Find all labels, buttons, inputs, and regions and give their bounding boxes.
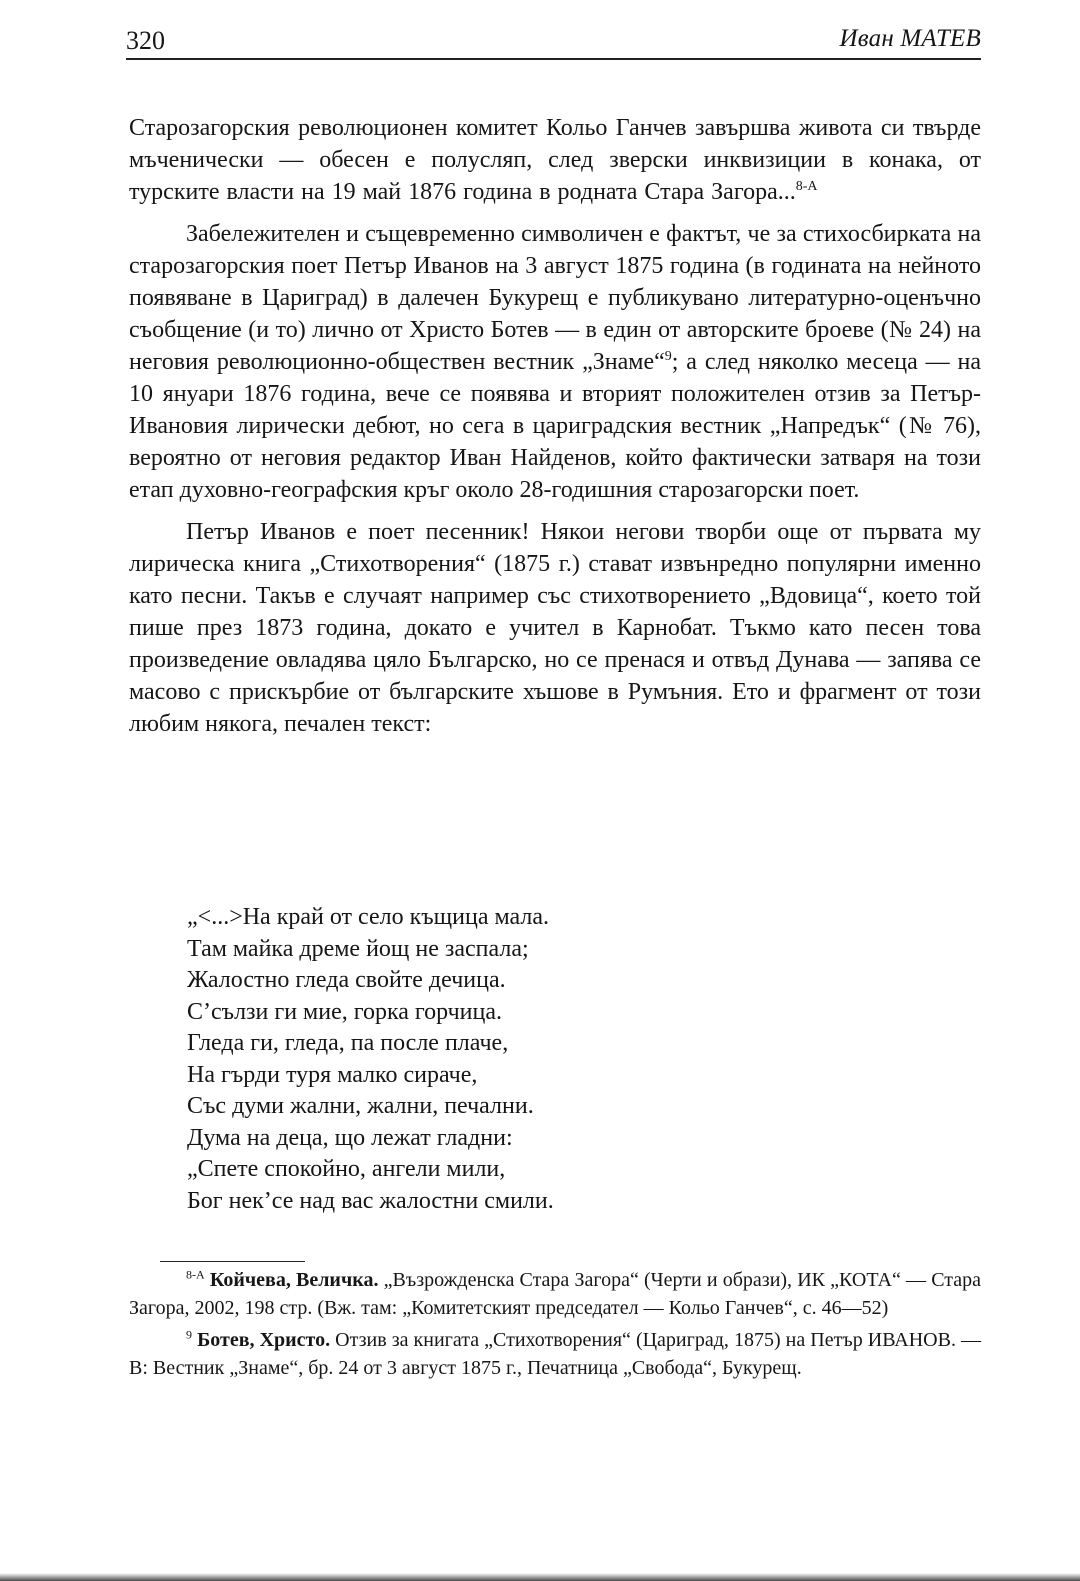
- poem-fragment: [187, 902, 887, 1217]
- footnote-8a: [129, 1266, 981, 1322]
- paragraph-2: [129, 218, 981, 506]
- running-head-author: Иван МАТЕВ: [839, 25, 981, 52]
- paragraph-1-text: Старозагорския революционен комитет Кольо Ганчев завършва живота си твърде мъченически — обесен е полусляп, след зверски инквизиции в конака, от турските власти на 19 май 1876 година в родната Стара Загора...: [129, 115, 981, 205]
- poem-line: С’сълзи ги мие, горка горчица.: [187, 998, 502, 1025]
- paragraph-3: Петър Иванов е поет песенник! Някои негови творби още от първата му лирическа книга „Стихотворения“ (1875 г.) стават извънредно популярни именно като песни. Такъв е случаят например със стихотворението „Вдовица“, което той пише през 1873 година, докато е учител в Карнобат. Тъкмо като песен това произведение овладява цяло Българско, но се пренася и отвъд Дунава — запява се масово с прискърбие от българските хъшове в Румъния. Ето и фрагмент от този любим някога, печален текст:: [129, 519, 981, 737]
- poem-line: Със думи жални, жални, печални.: [187, 1093, 534, 1119]
- footnote-marker: 9: [186, 1327, 192, 1342]
- footnote-text: „Възрожденска Стара Загора“ (Черти и образи), ИК „КОТА“ — Стара Загора, 2002, 198 стр. (Вж. там: „Комитетският председател — Кольо Ганчев“, с. 46—52): [129, 1269, 982, 1319]
- page-number: 320: [126, 26, 165, 55]
- footnote-author: Ботев, Христо.: [197, 1329, 331, 1351]
- scan-bottom-edge: [0, 1573, 1080, 1581]
- footnote-9: [129, 1326, 981, 1382]
- footnote-text: Отзив за книгата „Стихотворения“ (Цариград, 1875) на Петър ИВАНОВ. — В: Вестник „Знаме“, бр. 24 от 3 август 1875 г., Печатница „Свобода“, Букурещ.: [129, 1329, 981, 1379]
- poem-line: Жалостно гледа свойте дечица.: [187, 967, 506, 993]
- main-text: [129, 112, 981, 740]
- footnotes: [129, 1266, 981, 1382]
- paragraph-2-text-before: Забележителен и същевременно символичен е фактът, че за стихосбирката на старозагорския поет Петър Иванов на 3 август 1875 година (в годината на нейното появяване в Цариград) в далечен Букурещ е публикувано литературно-оценъчно съобщение (и то) лично от Христо Ботев — в един от авторските броеве (№ 24) на неговия революционно-обществен вестник „Знаме“: [129, 221, 981, 375]
- footnote-marker: 8-А: [186, 1267, 205, 1282]
- poem-line: „<...>На край от село къщица мала.: [187, 904, 550, 930]
- page-header: [126, 20, 981, 58]
- poem-line: Там майка дреме йощ не заспала;: [187, 935, 529, 962]
- footnote-author: Койчева, Величка.: [209, 1269, 379, 1291]
- poem-line: На гърди туря малко сираче,: [187, 1061, 478, 1088]
- poem-line: „Спете спокойно, ангели мили,: [187, 1156, 506, 1182]
- footnote-ref-8a: 8-А: [795, 179, 818, 194]
- footnote-separator: [160, 1261, 305, 1262]
- header-rule: [126, 58, 981, 60]
- poem-line: Гледа ги, гледа, па после плаче,: [187, 1030, 509, 1056]
- paragraph-1: [129, 112, 981, 208]
- footnote-ref-9: 9: [664, 349, 672, 364]
- paragraph-2-text-after: ; а след няколко месеца — на 10 януари 1876 година, вече се появява и вторият положителен отзив за Петър-Ивановия лирически дебют, но сега в цариградския вестник „Напредък“ (№ 76), вероятно от неговия редактор Иван Найденов, който фактически затваря на този етап духовно-географския кръг около 28-годишния старозагорски поет.: [129, 349, 981, 503]
- poem-line: Дума на деца, що лежат гладни:: [187, 1124, 513, 1151]
- poem-line: Бог нек’се над вас жалостни смили.: [187, 1187, 554, 1214]
